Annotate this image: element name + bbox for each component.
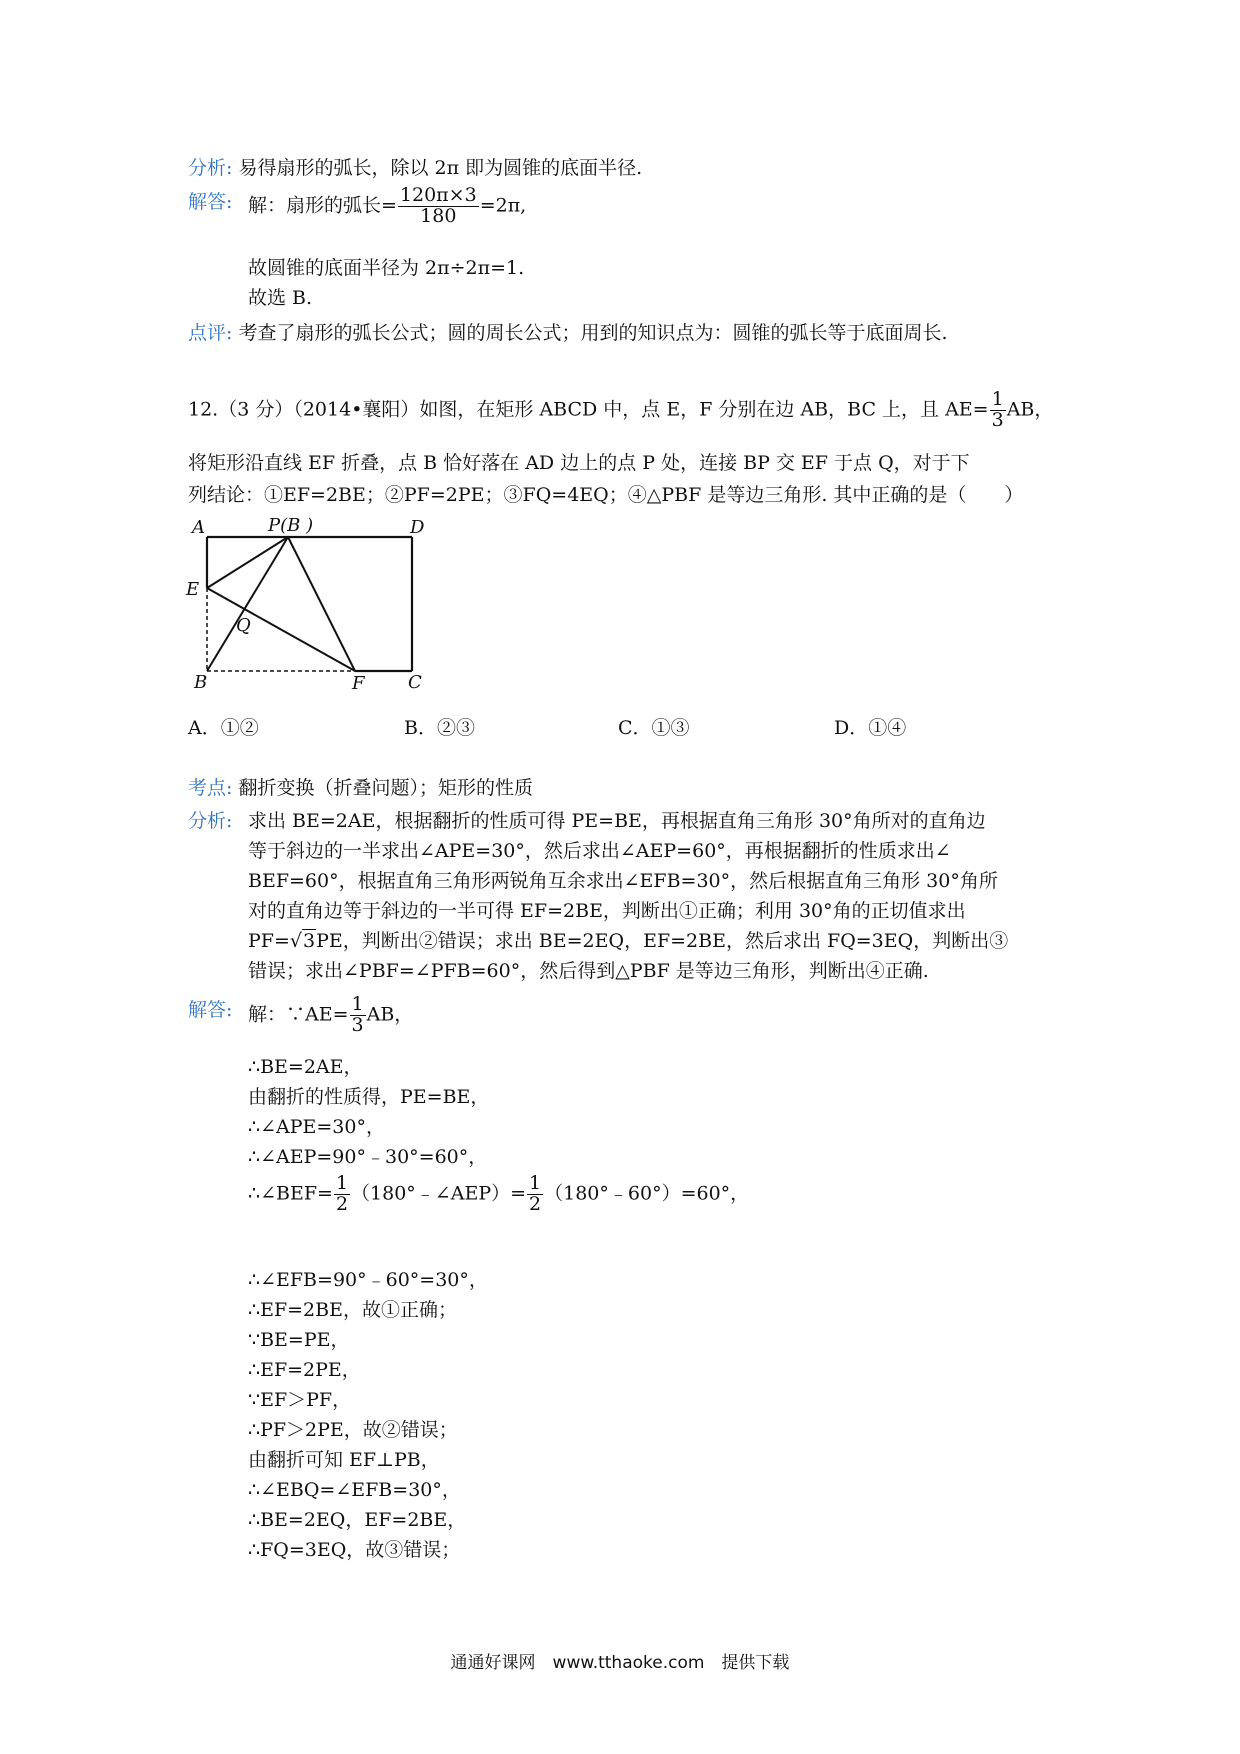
kaodian-row bbox=[188, 773, 533, 800]
half-fraction: $\frac{1}{2}$ bbox=[335, 1172, 349, 1215]
solution-step: 由翻折可知 EF⊥PB， bbox=[248, 1449, 440, 1471]
option-c[interactable]: C．①③ bbox=[618, 717, 690, 739]
analysis-line: BEF=60°，根据直角三角形两锐角互余求出∠EFB=30°，然后根据直角三角形 30°角所 bbox=[248, 870, 998, 892]
comment-label: 点评: bbox=[188, 322, 233, 344]
analysis-label: 分析: bbox=[188, 157, 233, 179]
label-B: B bbox=[194, 672, 208, 690]
kaodian-text: 翻折变换（折叠问题）；矩形的性质 bbox=[238, 777, 533, 799]
label-A: A bbox=[192, 517, 205, 538]
analysis-line: 错误；求出∠PBF=∠PFB=60°，然后得到△PBF 是等边三角形，判断出④正确. bbox=[248, 960, 929, 982]
label-E: E bbox=[186, 579, 200, 600]
solution-steps-b bbox=[248, 1265, 488, 1565]
question-line1: 12.（3 分）（2014•襄阳）如图，在矩形 ABCD 中，点 E，F 分别在边 AB，BC 上，且 AE= $\frac{1}{3}$ AB， bbox=[188, 388, 1054, 431]
one-third-fraction: $\frac{1}{3}$ bbox=[991, 388, 1004, 431]
label-F: F bbox=[352, 673, 365, 690]
question-line3: 列结论：①EF=2BE；②PF=2PE；③FQ=4EQ；④△PBF 是等边三角形. 其中正确的是（ ） bbox=[188, 484, 1024, 506]
label-C: C bbox=[408, 672, 422, 690]
segment-PF bbox=[288, 537, 355, 671]
analysis-line: 对的直角边等于斜边的一半可得 EF=2BE，判断出①正确；利用 30°角的正切值求出 bbox=[248, 900, 966, 922]
label-D: D bbox=[410, 517, 425, 538]
kaodian-label: 考点: bbox=[188, 777, 233, 799]
prev-analysis-row bbox=[188, 153, 642, 180]
solution-step: ∴∠APE=30°， bbox=[248, 1116, 385, 1138]
solution-step: ∴EF=2BE，故①正确； bbox=[248, 1299, 457, 1321]
sqrt-three: √3 bbox=[289, 930, 316, 952]
label-PB: P(B ) bbox=[268, 515, 314, 536]
prev-answer-label: 解答: bbox=[188, 191, 233, 213]
segment-EP bbox=[207, 537, 288, 588]
one-third-fraction: $\frac{1}{3}$ bbox=[351, 993, 364, 1036]
solution-step: ∴∠EBQ=∠EFB=30°， bbox=[248, 1479, 461, 1501]
prev-comment-row bbox=[188, 318, 948, 345]
prev-answer-line3: 故选 B. bbox=[248, 287, 313, 309]
analysis-line: 求出 BE=2AE，根据翻折的性质可得 PE=BE，再根据直角三角形 30°角所对的直角边 bbox=[248, 810, 986, 832]
solution-step: ∵BE=PE， bbox=[248, 1329, 350, 1351]
question-line2: 将矩形沿直线 EF 折叠，点 B 恰好落在 AD 边上的点 P 处，连接 BP 交 EF 于点 Q，对于下 bbox=[188, 452, 970, 474]
arc-length-fraction: $\frac{120\pi\times 3}{180}$ bbox=[399, 184, 477, 227]
label-Q: Q bbox=[236, 615, 251, 636]
solution-analysis-body bbox=[248, 806, 1008, 986]
solution-analysis-label: 分析: bbox=[188, 810, 233, 832]
solution-step: 由翻折的性质得，PE=BE， bbox=[248, 1086, 490, 1108]
analysis-line: 等于斜边的一半求出∠APE=30°，然后求出∠AEP=60°，再根据翻折的性质求出∠ bbox=[248, 840, 951, 862]
solution-step: ∴∠AEP=90°﹣30°=60°， bbox=[248, 1146, 488, 1168]
solution-step: ∴BE=2AE， bbox=[248, 1056, 363, 1078]
prev-answer-formula: 解：扇形的弧长= $\frac{120\pi\times 3}{180}$ =2π, bbox=[248, 184, 527, 227]
option-b[interactable]: B．②③ bbox=[404, 717, 475, 739]
solution-step: ∵EF＞PF， bbox=[248, 1389, 352, 1411]
solution-answer-label: 解答: bbox=[188, 999, 233, 1021]
solution-step: ∴BE=2EQ，EF=2BE， bbox=[248, 1509, 467, 1531]
analysis-line-sqrt: PF=√3PE，判断出②错误；求出 BE=2EQ，EF=2BE，然后求出 FQ=3EQ，判断出③ bbox=[248, 926, 1008, 956]
comment-text: 考查了扇形的弧长公式；圆的周长公式；用到的知识点为：圆锥的弧长等于底面周长. bbox=[238, 322, 948, 344]
prev-answer-line2: 故圆锥的底面半径为 2π÷2π=1. bbox=[248, 257, 525, 279]
segment-BP bbox=[207, 537, 288, 671]
half-fraction: $\frac{1}{2}$ bbox=[529, 1172, 542, 1215]
solution-bef-line: ∴∠BEF= $\frac{1}{2}$ （180°﹣∠AEP）= $\frac{1}{2}$ （180°﹣60°）=60°， bbox=[248, 1172, 750, 1215]
option-d[interactable]: D．①④ bbox=[834, 717, 907, 739]
page-footer: 通通好课网 www.tthaoke.com 提供下载 bbox=[450, 1653, 790, 1673]
rectangle-fold-figure bbox=[180, 515, 440, 690]
solution-steps-a bbox=[248, 1052, 489, 1172]
solution-step: ∴∠EFB=90°﹣60°=30°， bbox=[248, 1269, 488, 1291]
analysis-text: 易得扇形的弧长，除以 2π 即为圆锥的底面半径. bbox=[238, 157, 643, 179]
option-a[interactable]: A．①② bbox=[188, 717, 259, 739]
solution-step: ∴EF=2PE， bbox=[248, 1359, 361, 1381]
solution-step1: 解：∵AE= $\frac{1}{3}$ AB， bbox=[248, 993, 414, 1036]
solution-step: ∴PF＞2PE，故②错误； bbox=[248, 1419, 458, 1441]
solution-step: ∴FQ=3EQ，故③错误； bbox=[248, 1539, 461, 1561]
segment-EF bbox=[207, 588, 355, 671]
